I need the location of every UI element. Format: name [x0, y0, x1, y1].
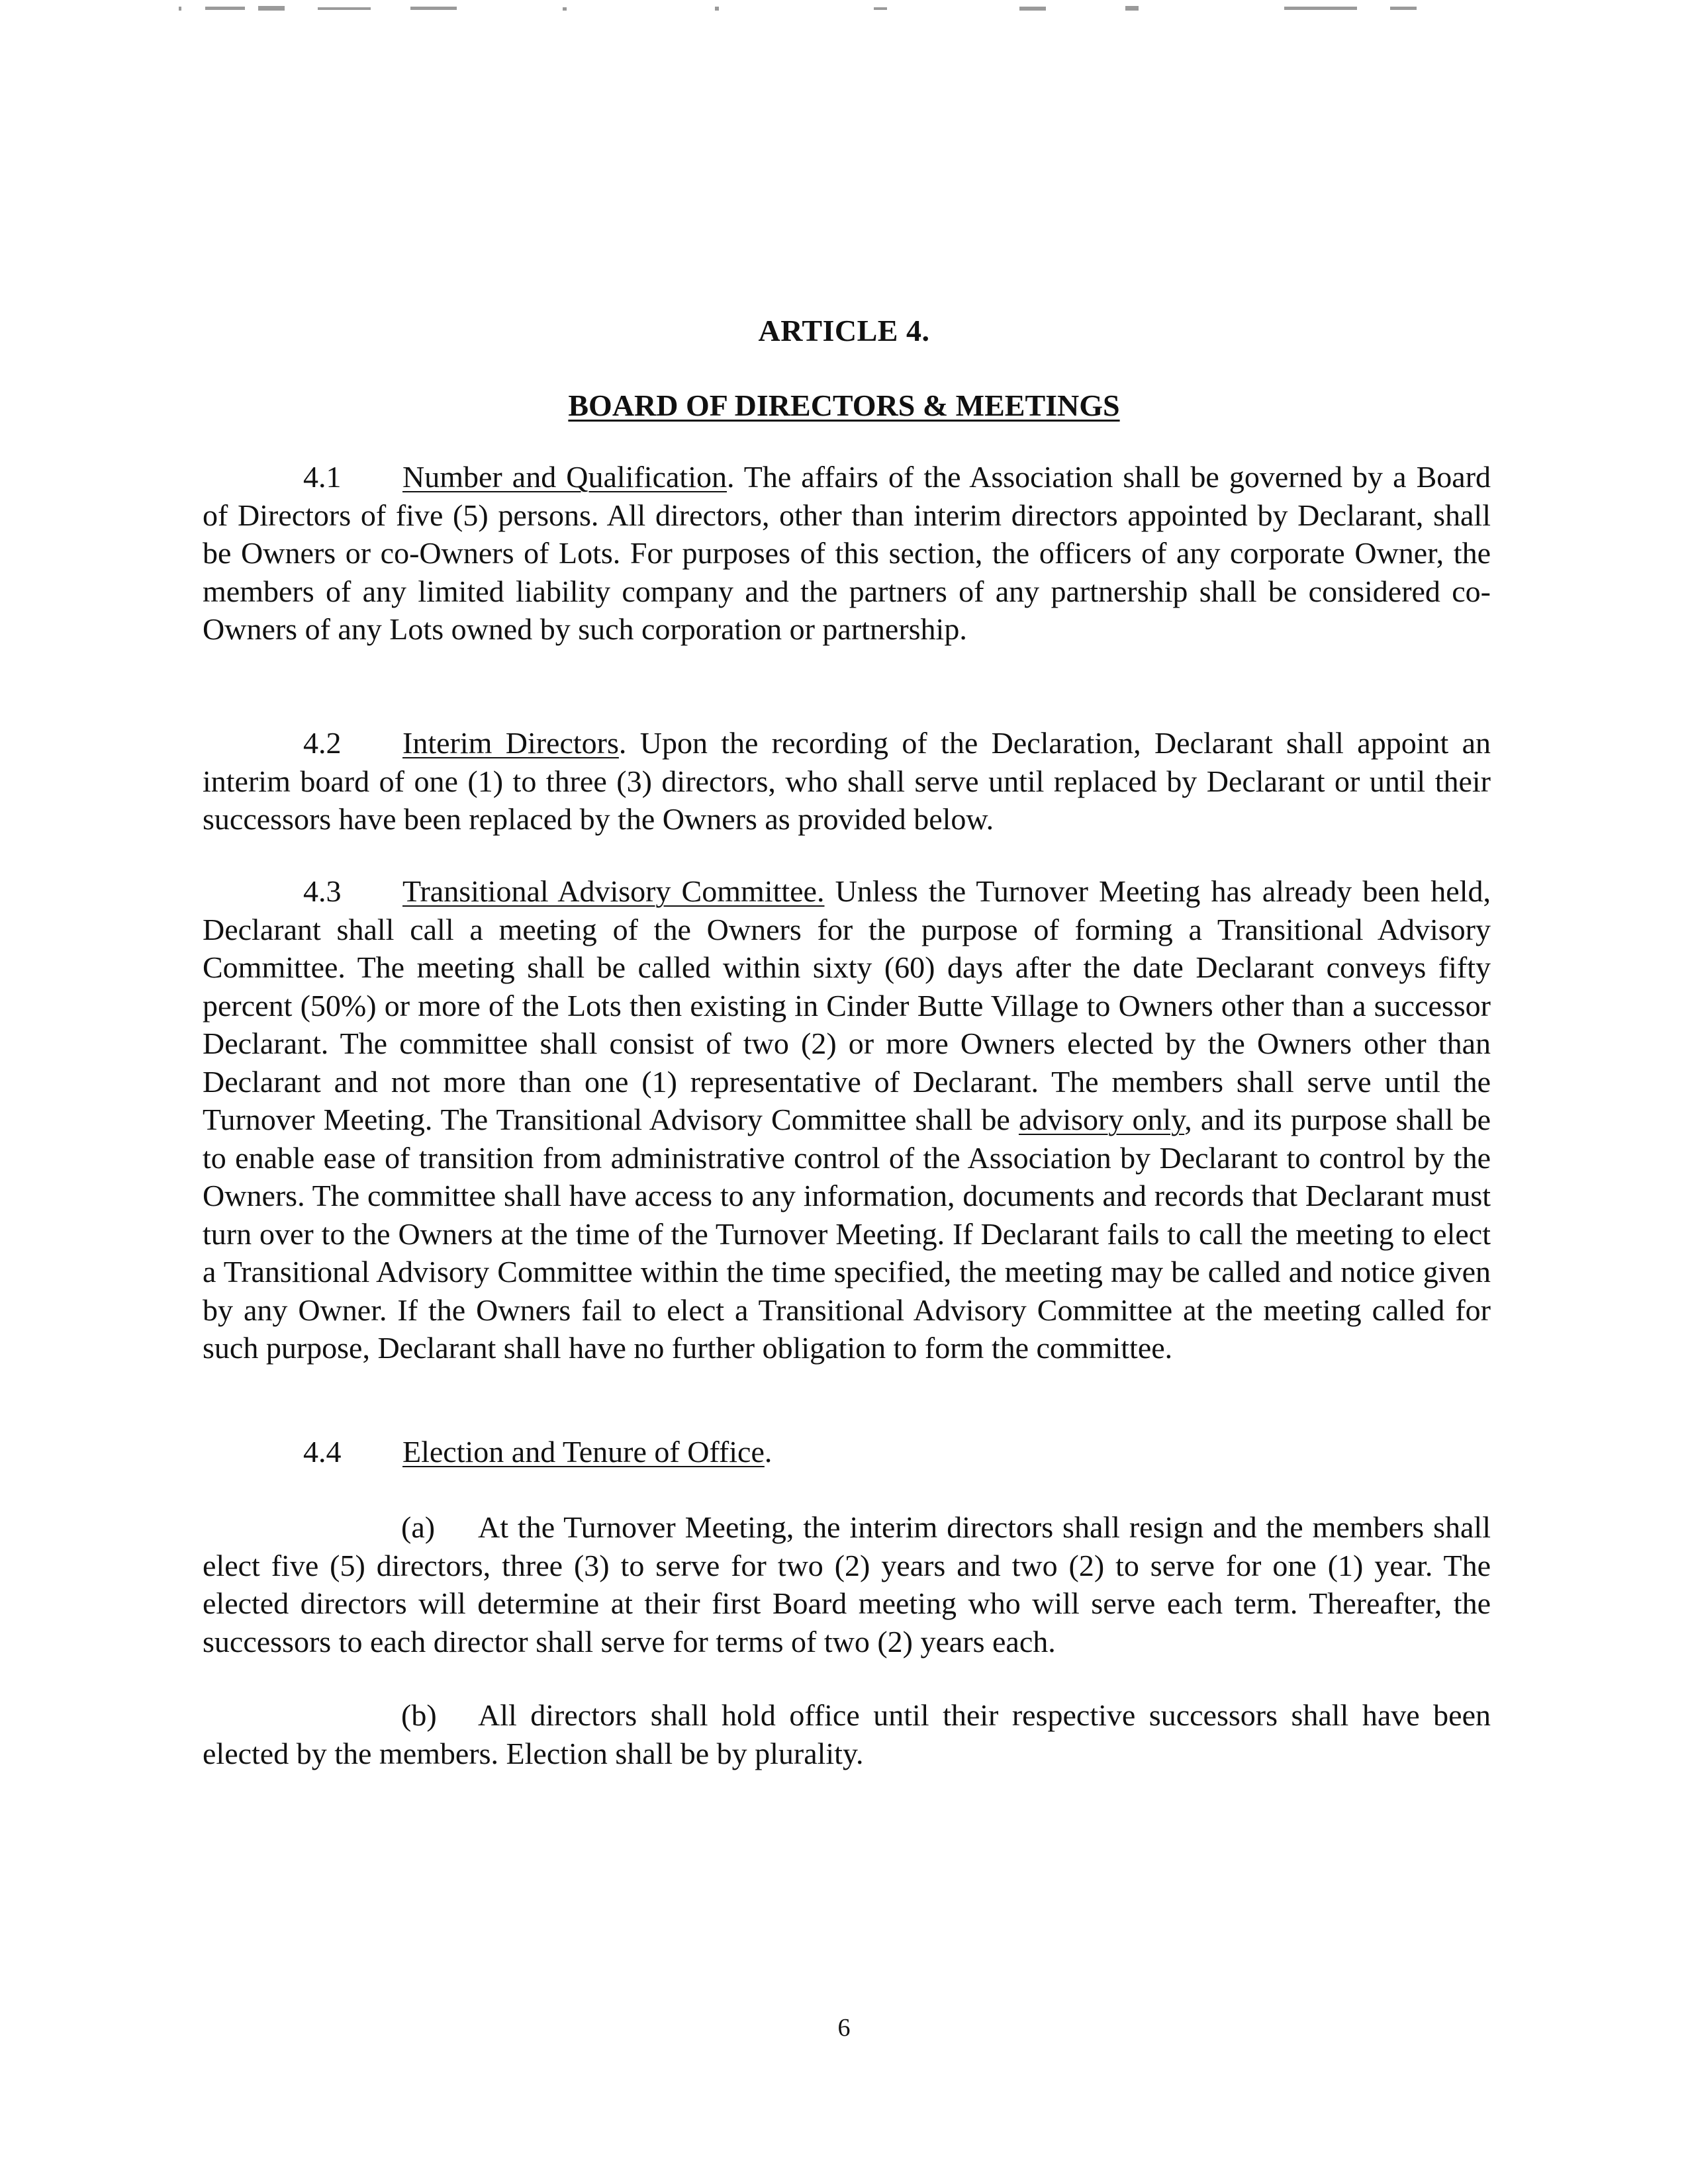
- section-number: 4.3: [303, 874, 342, 908]
- section-4-4: [203, 1433, 1491, 1471]
- emphasis-text: advisory only: [1018, 1103, 1185, 1136]
- subsection-text: At the Turnover Meeting, the interim directors shall resign and the members shall elect five (5) directors, three (3) to serve for two (2) years and two (2) to serve for one (1) year. The elected directors will determine at their first Board meeting who will serve each term. Thereafter, the successors to each director shall serve for terms of two (2) years each.: [203, 1510, 1491, 1659]
- subsection-text: All directors shall hold office until their respective successors shall have been elected by the members. Election shall be by plurality.: [203, 1698, 1491, 1770]
- section-text: . Upon the recording of the Declaration, Declarant shall appoint an interim board of one (1) to three (3) directors, who shall serve until replaced by Declarant or until their successors have been replaced by the Owners as provided below.: [203, 726, 1491, 836]
- section-text: Unless the Turnover Meeting has already been held, Declarant shall call a meeting of the Owners for the purpose of forming a Transitional Advisory Committee. The meeting shall be called within sixty (60) days after the date Declarant conveys fifty percent (50%) or more of the Lots then existing in Cinder Butte Village to Owners other than a successor Declarant. The committee shall consist of two (2) or more Owners elected by the Owners other than Declarant and not more than one (1) representative of Declarant. The members shall serve until the Turnover Meeting. The Transitional Advisory Committee shall be: [203, 874, 1491, 1136]
- section-number: 4.4: [303, 1435, 342, 1469]
- article-heading: BOARD OF DIRECTORS & MEETINGS: [568, 388, 1120, 422]
- section-text-continued: , and its purpose shall be to enable ease of transition from administrative control of the Association by Declarant to control by the Owners. The committee shall have access to any information, documents and records that Declarant must turn over to the Owners at the time of the Turnover Meeting. If Declarant fails to call the meeting to elect a Transitional Advisory Committee within the time specified, the meeting may be called and notice given by any Owner. If the Owners fail to elect a Transitional Advisory Committee at the meeting called for such purpose, Declarant shall have no further obligation to form the committee.: [203, 1103, 1491, 1365]
- subsection-4-4-a: [203, 1508, 1491, 1661]
- section-4-2: [203, 724, 1491, 839]
- subsection-label: (b): [401, 1698, 437, 1732]
- section-number: 4.1: [303, 460, 342, 494]
- subsection-4-4-b: [203, 1696, 1491, 1772]
- section-title: Transitional Advisory Committee.: [402, 874, 825, 908]
- section-title: Number and Qualification: [402, 460, 727, 494]
- section-text: . The affairs of the Association shall be governed by a Board of Directors of five (5) persons. All directors, other than interim directors appointed by Declarant, shall be Owners or co-Owners of Lots. For purposes of this section, the officers of any corporate Owner, the members of any limited liability company and the partners of any partnership shall be considered co-Owners of any Lots owned by such corporation or partnership.: [203, 460, 1491, 646]
- scan-artifact-strip: [159, 3, 1483, 13]
- subsection-label: (a): [401, 1510, 436, 1544]
- section-title: Election and Tenure of Office: [402, 1435, 765, 1469]
- section-4-1: [203, 458, 1491, 649]
- section-4-3: [203, 872, 1491, 1367]
- section-number: 4.2: [303, 726, 342, 760]
- article-title: ARTICLE 4.: [758, 314, 930, 347]
- page-number: 6: [837, 2014, 851, 2042]
- section-title: Interim Directors: [402, 726, 619, 760]
- section-text: .: [764, 1435, 773, 1469]
